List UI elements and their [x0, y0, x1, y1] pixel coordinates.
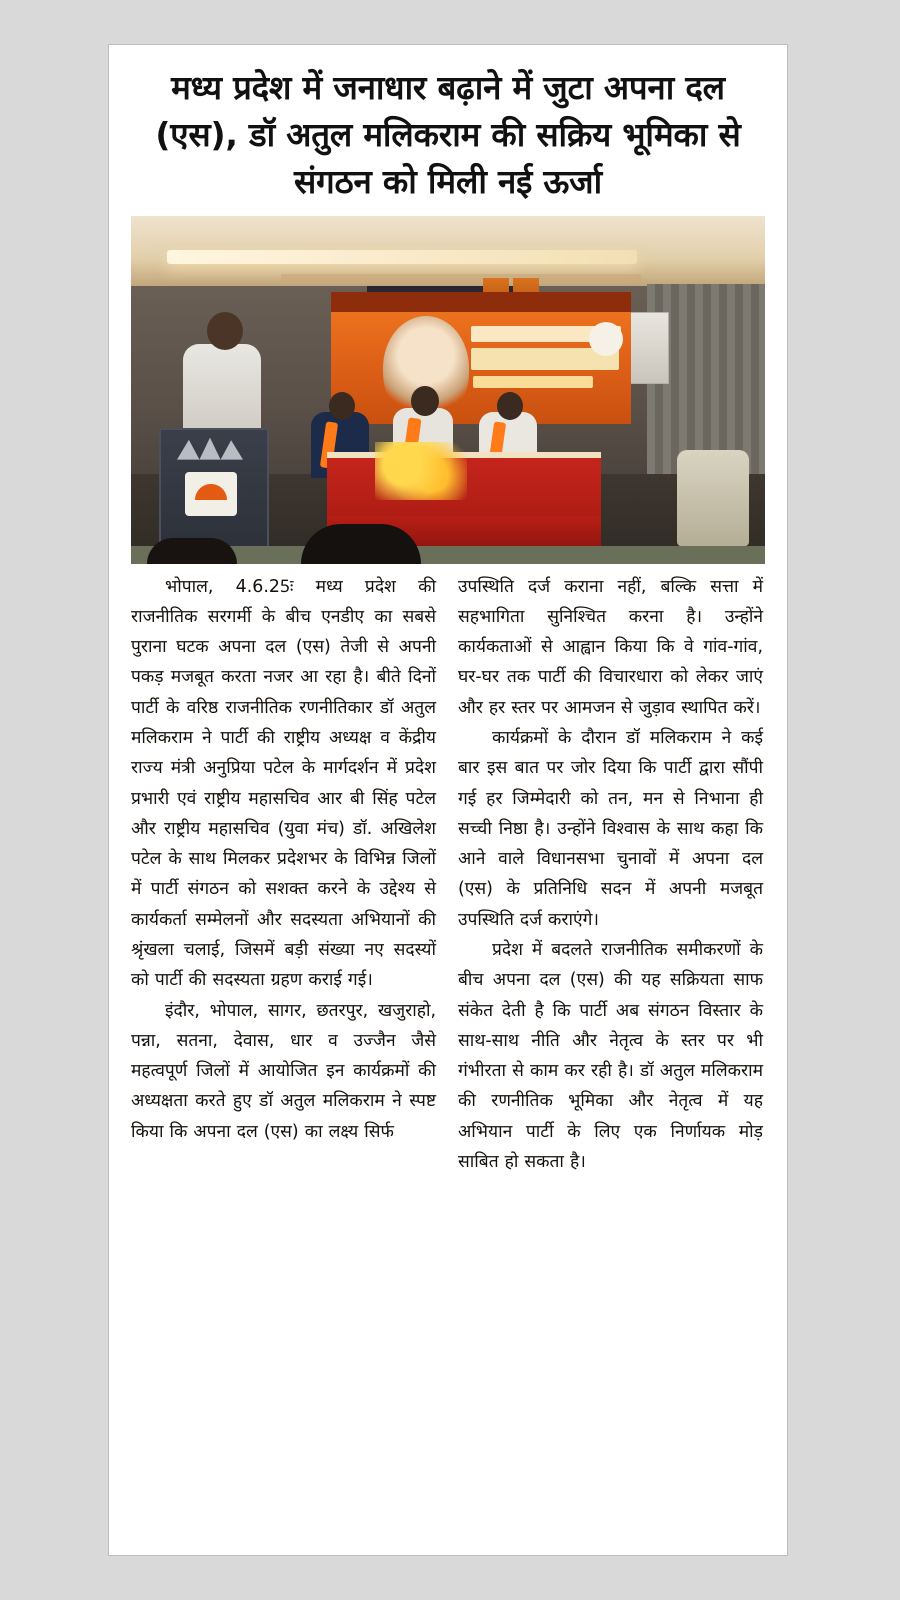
article-body: [131, 572, 765, 1178]
photo-seated-head-3: [497, 392, 523, 420]
photo-seated-head-1: [329, 392, 355, 420]
photo-banner-logo: [589, 322, 623, 356]
paragraph: भोपाल, 4.6.25ः मध्य प्रदेश की राजनीतिक सरगर्मी के बीच एनडीए का सबसे पुराना घटक अपना दल (एस) तेजी से अपनी पकड़ मजबूत करता नजर आ रहा है। बीते दिनों पार्टी के वरिष्ठ राजनीतिक रणनीतिकार डॉ अतुल मलिकराम ने पार्टी की राष्ट्रीय अध्यक्ष व केंद्रीय राज्य मंत्री अनुप्रिया पटेल के मार्गदर्शन में प्रदेश प्रभारी एवं राष्ट्रीय महासचिव आर बी सिंह पटेल और राष्ट्रीय महासचिव (युवा मंच) डॉ. अखिलेश पटेल के साथ मिलकर प्रदेशभर के विभिन्न जिलों में पार्टी संगठन को सशक्त करने के उद्देश्य से कार्यकर्ता सम्मेलनों और सदस्यता अभियानों की श्रृंखला चलाई, जिसमें बड़ी संख्या नए सदस्यों को पार्टी की सदस्यता ग्रहण कराई गई।: [131, 576, 436, 991]
paragraph: कार्यक्रमों के दौरान डॉ मलिकराम ने कई बार इस बात पर जोर दिया कि पार्टी द्वारा सौंपी गई हर जिम्मेदारी को तन, मन से निभाना ही सच्ची निष्ठा है। उन्होंने विश्वास के साथ कहा कि आने वाले विधानसभा चुनावों में अपना दल (एस) के प्रतिनिधि सदन में अपनी मजबूत उपस्थिति दर्ज कराएंगे।: [458, 727, 763, 930]
photo-speaker-head: [207, 312, 243, 350]
photo-audience-silhouette-2: [147, 538, 237, 564]
photo-podium-logo: [185, 472, 237, 516]
paragraph: प्रदेश में बदलते राजनीतिक समीकरणों के बीच अपना दल (एस) की यह सक्रियता साफ संकेत देती है कि पार्टी अब संगठन विस्तार के साथ-साथ नीति और नेतृत्व के स्तर पर भी गंभीरता से काम कर रही है। डॉ अतुल मलिकराम की रणनीतिक भूमिका और नेतृत्व में यह अभियान पार्टी के लिए एक निर्णायक मोड़ साबित हो सकता है।: [458, 939, 763, 1172]
article-column-left: [131, 572, 436, 1178]
paragraph: इंदौर, भोपाल, सागर, छतरपुर, खजुराहो, पन्ना, सतना, देवास, धार व उज्जैन जैसे महत्वपूर्ण जिलों में आयोजित इन कार्यक्रमों की अध्यक्षता करते हुए डॉ अतुल मलिकराम ने स्पष्ट किया कि अपना दल (एस) का लक्ष्य सिर्फ: [131, 1000, 436, 1142]
photo-banner-header: [331, 292, 631, 312]
photo-flower-arrangement: [375, 442, 467, 500]
photo-seated-head-2: [411, 386, 439, 416]
article-clipping: [108, 44, 788, 1556]
article-photo: [131, 216, 765, 564]
photo-empty-chair: [677, 450, 749, 546]
page-title: मध्य प्रदेश में जनाधार बढ़ाने में जुटा अपना दल (एस), डॉ अतुल मलिकराम की सक्रिय भूमिका से संगठन को मिली नई ऊर्जा: [155, 68, 741, 201]
photo-speaker-body: [183, 344, 261, 436]
photo-ceiling-trim: [281, 274, 641, 282]
photo-ceiling-light: [167, 250, 637, 264]
photo-banner-line3: [473, 376, 593, 388]
article-column-right: [458, 572, 763, 1178]
photo-event-banner: [331, 292, 631, 424]
paragraph: उपस्थिति दर्ज कराना नहीं, बल्कि सत्ता में सहभागिता सुनिश्चित करना है। उन्होंने कार्यकताओं से आह्वान किया कि वे गांव-गांव, घर-घर तक पार्टी की विचारधारा को लेकर जाएं और हर स्तर पर आमजन से जुड़ाव स्थापित करें।: [458, 576, 763, 718]
